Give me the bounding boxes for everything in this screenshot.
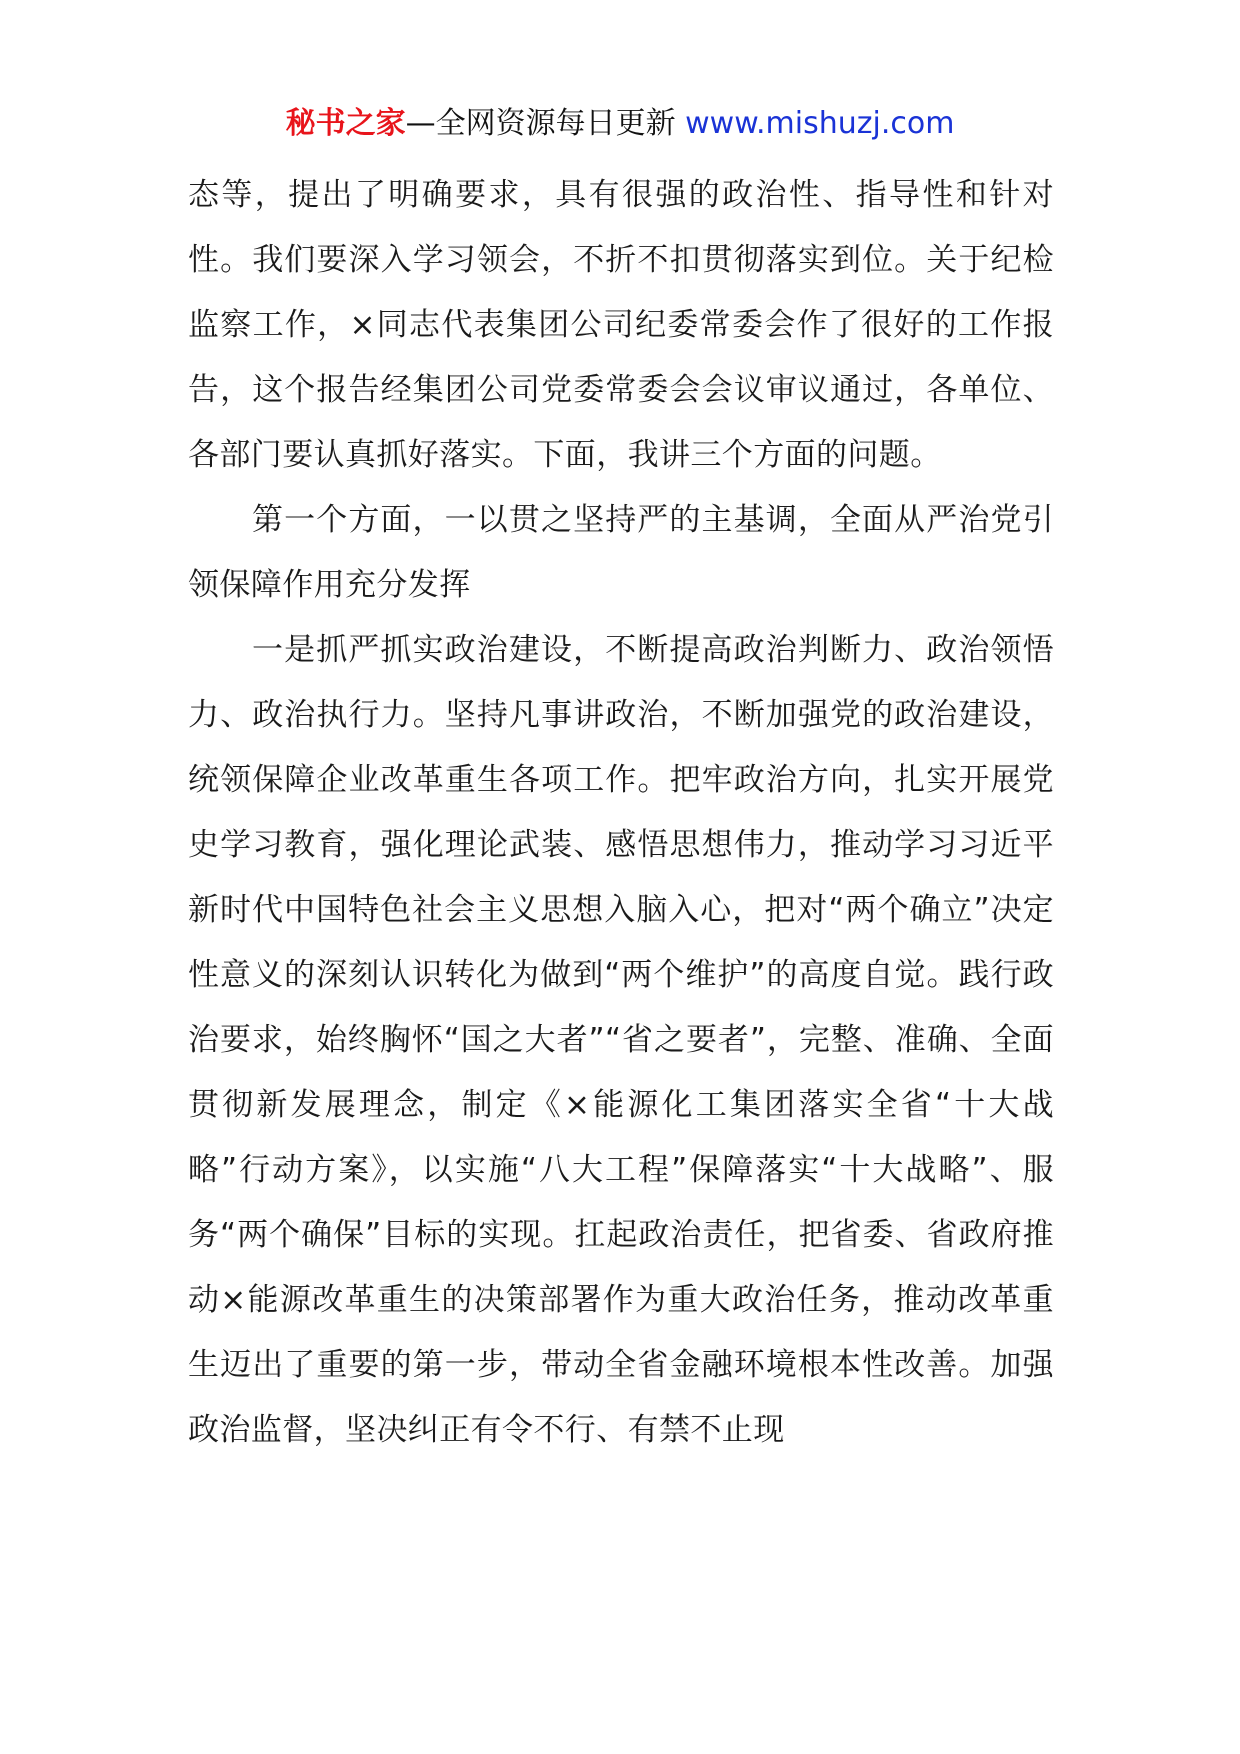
site-brand: 秘书之家 — [285, 106, 406, 141]
document-body — [188, 163, 1054, 1463]
section-heading-paragraph: 第一个方面，一以贯之坚持严的主基调，全面从严治党引领保障作用充分发挥 — [188, 502, 1054, 603]
site-header — [0, 104, 1240, 144]
site-tagline: —全网资源每日更新 — [405, 106, 676, 141]
site-url-link[interactable]: www.mishuzj.com — [685, 106, 955, 141]
paragraph-political-building: 一是抓严抓实政治建设，不断提高政治判断力、政治领悟力、政治执行力。坚持凡事讲政治，不断加强党的政治建设，统领保障企业改革重生各项工作。把牢政治方向，扎实开展党史学习教育，强化理论武装、感悟思想伟力，推动学习习近平新时代中国特色社会主义思想入脑入心，把对“两个确立”决定性意义的深刻认识转化为做到“两个维护”的高度自觉。践行政治要求，始终胸怀“国之大者”“省之要者”，完整、准确、全面贯彻新发展理念，制定《×能源化工集团落实全省“十大战略”行动方案》，以实施“八大工程”保障落实“十大战略”、服务“两个确保”目标的实现。扛起政治责任，把省委、省政府推动×能源改革重生的决策部署作为重大政治任务，推动改革重生迈出了重要的第一步，带动全省金融环境根本性改善。加强政治监督，坚决纠正有令不行、有禁不止现 — [188, 632, 1054, 1448]
paragraph-continuation: 态等，提出了明确要求，具有很强的政治性、指导性和针对性。我们要深入学习领会，不折不扣贯彻落实到位。关于纪检监察工作，×同志代表集团公司纪委常委会作了很好的工作报告，这个报告经集团公司党委常委会会议审议通过，各单位、各部门要认真抓好落实。下面，我讲三个方面的问题。 — [188, 177, 1054, 473]
